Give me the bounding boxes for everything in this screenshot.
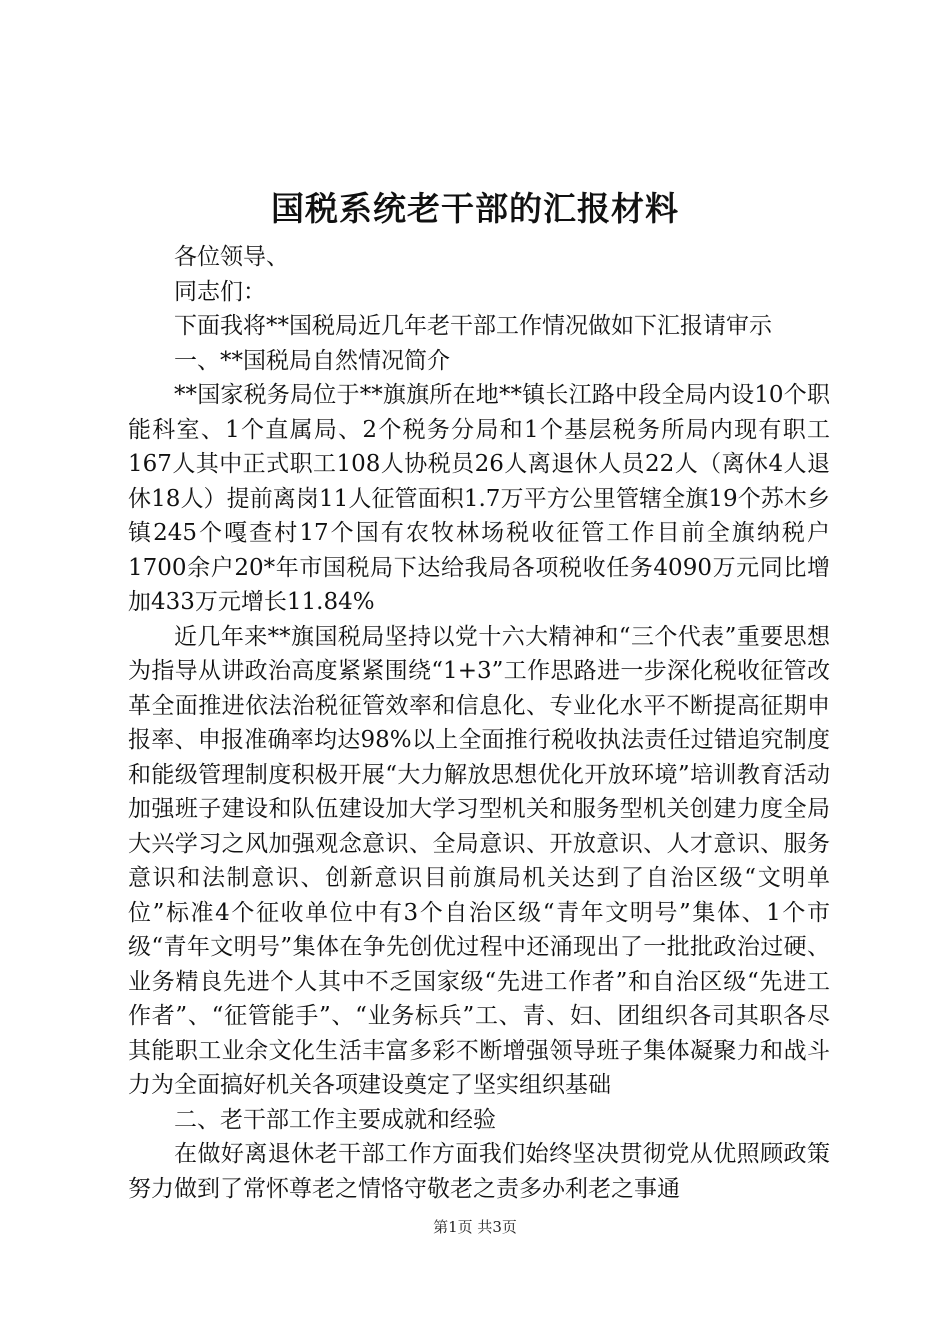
- document-title: 国税系统老干部的汇报材料: [271, 189, 679, 228]
- section-heading-2: 二、老干部工作主要成就和经验: [174, 1106, 496, 1133]
- intro-paragraph: 下面我将**国税局近几年老干部工作情况做如下汇报请审示: [174, 313, 772, 339]
- body-paragraph: **国家税务局位于**旗旗所在地**镇长江路中段全局内设10个职能科室、1个直属局、2个税务分局和1个基层税务所局内现有职工167人其中正式职工108人协税员26人离退休人员22人（离休4人退休18人）提前离岗11人征管面积1.7万平方公里管辖全旗19个苏木乡镇245个嘎查村17个国有农牧林场税收征管工作目前全旗纳税户1700余户20*年市国税局下达给我局各项税收任务4090万元同比增加433万元增长11.84%: [128, 382, 830, 615]
- salutation-leaders: 各位领导、: [174, 244, 289, 270]
- salutation-comrades: 同志们：: [174, 278, 266, 305]
- body-paragraph: 在做好离退休老干部工作方面我们始终坚决贯彻党从优照顾政策努力做到了常怀尊老之情恪守敬老之责多办利老之事通: [128, 1141, 830, 1202]
- page-footer: 第1页 共3页: [433, 1218, 517, 1236]
- document-body: [128, 240, 830, 1206]
- section-heading-1: 一、**国税局自然情况简介: [174, 347, 450, 374]
- body-paragraph: 近几年来**旗国税局坚持以党十六大精神和“三个代表”重要思想为指导从讲政治高度紧紧围绕“1+3”工作思路进一步深化税收征管改革全面推进依法治税征管效率和信息化、专业化水平不断提高征期申报率、申报准确率均达98%以上全面推行税收执法责任过错追究制度和能级管理制度积极开展“大力解放思想优化开放环境”培训教育活动加强班子建设和队伍建设加大学习型机关和服务型机关创建力度全局大兴学习之风加强观念意识、全局意识、开放意识、人才意识、服务意识和法制意识、创新意识目前旗局机关达到了自治区级“文明单位”标准4个征收单位中有3个自治区级“青年文明号”集体、1个市级“青年文明号”集体在争先创优过程中还涌现出了一批批政治过硬、业务精良先进个人其中不乏国家级“先进工作者”和自治区级“先进工作者”、“征管能手”、“业务标兵”工、青、妇、团组织各司其职各尽其能职工业余文化生活丰富多彩不断增强领导班子集体凝聚力和战斗力为全面搞好机关各项建设奠定了坚实组织基础: [128, 623, 830, 1098]
